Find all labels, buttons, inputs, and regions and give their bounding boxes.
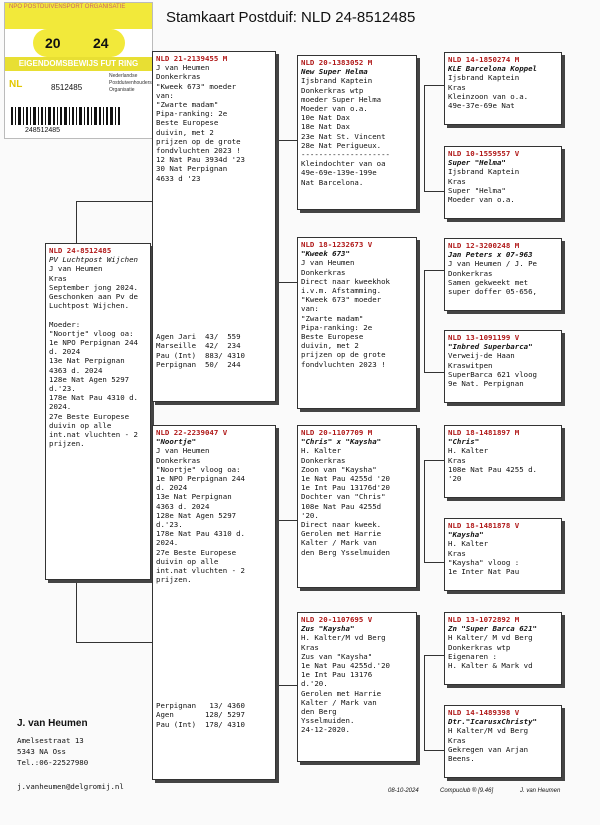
connector-line bbox=[76, 201, 77, 243]
connector-line bbox=[424, 270, 425, 372]
detail-line: 178e Nat Pau 4310 d. bbox=[156, 529, 245, 539]
connector-line bbox=[276, 282, 297, 283]
detail-line: 18e Nat Dax bbox=[301, 122, 350, 132]
detail-line: Kras bbox=[448, 548, 466, 558]
gp2-name: "Kweek 673" bbox=[301, 249, 350, 259]
detail-line: Gekregen van Arjan bbox=[448, 744, 529, 754]
detail-line: 49e-69e-139e-199e bbox=[301, 168, 377, 178]
mother-ring: NLD 22-2239047 V bbox=[156, 428, 228, 437]
detail-line: 128e Nat Agen 5297 bbox=[156, 510, 237, 520]
detail-line: 4363 d. 2024 bbox=[49, 365, 103, 375]
connector-line bbox=[424, 85, 425, 191]
detail-line: Nat Barcelona. bbox=[301, 177, 364, 187]
detail-line: Kras bbox=[301, 642, 319, 652]
owner-city: 5343 NA Oss bbox=[17, 747, 66, 756]
year-left: 20 bbox=[45, 35, 61, 51]
detail-line: Geschonken aan Pv de bbox=[49, 292, 138, 302]
detail-line: Direct naar kweek. bbox=[301, 520, 382, 530]
great-grandparent-box-2 bbox=[444, 146, 562, 219]
ownership-label: EIGENDOMSBEWIJS FUT RING bbox=[5, 57, 152, 71]
ggp-name: Jan Peters x 07-963 bbox=[448, 250, 533, 260]
connector-line bbox=[276, 520, 277, 685]
detail-line: 23e Nat St. Vincent bbox=[301, 131, 386, 141]
detail-line: Samen gekweekt met bbox=[448, 277, 529, 287]
connector-line bbox=[424, 191, 444, 192]
org-line: Organisatie bbox=[109, 87, 135, 93]
org-name bbox=[109, 73, 152, 94]
detail-line: Donkerkras bbox=[156, 455, 201, 465]
detail-line: 13e Nat Perpignan bbox=[49, 356, 125, 366]
ring-number: 8512485 bbox=[51, 83, 83, 92]
detail-line: prijzen op de grote bbox=[301, 350, 386, 360]
detail-line: int.nat vluchten - 2 bbox=[156, 566, 245, 576]
detail-line: Donkerkras wtp bbox=[301, 85, 364, 95]
detail-line: Kleinzoon van o.a. bbox=[448, 91, 529, 101]
detail-line: Kras bbox=[448, 735, 466, 745]
connector-line bbox=[276, 520, 297, 521]
detail-line: 4363 d. 2024 bbox=[156, 501, 210, 511]
detail-line: Pipa-ranking: 2e bbox=[301, 322, 373, 332]
detail-line: 10e Nat Dax bbox=[301, 113, 350, 123]
detail-line: 2024. bbox=[156, 538, 179, 548]
mother-results: Perpignan 13/ 4360 Agen 128/ 5297 Pau (Int) 178/ 4310 bbox=[156, 701, 245, 729]
detail-line: Donkerkras bbox=[301, 267, 346, 277]
detail-line: Gerolen met Harrie bbox=[301, 529, 382, 539]
detail-line: Gerolen met Harrie bbox=[301, 688, 382, 698]
gp3-name: "Chris" x "Kaysha" bbox=[301, 437, 382, 447]
detail-line: J van Heumen / J. Pe bbox=[448, 259, 537, 269]
detail-line: 1e Inter Nat Pau bbox=[448, 567, 520, 577]
detail-line: Kras bbox=[448, 455, 466, 465]
detail-line: Super "Helma" bbox=[448, 185, 506, 195]
detail-line: 28e Nat Perigueux. bbox=[301, 140, 382, 150]
great-grandparent-box-4 bbox=[444, 330, 562, 403]
detail-line: 13e Nat Perpignan bbox=[156, 492, 232, 502]
detail-line: 49e-37e-69e Nat bbox=[448, 101, 515, 111]
connector-line bbox=[424, 85, 444, 86]
owner-email[interactable]: j.vanheumen@delgromij.nl bbox=[17, 782, 124, 791]
detail-line: "Zwarte madam" bbox=[301, 313, 364, 323]
ggp-name: Zn "Super Barca 621" bbox=[448, 624, 537, 634]
detail-line: den Berg bbox=[301, 707, 337, 717]
connector-line bbox=[424, 270, 444, 271]
detail-line: Eigenaren : bbox=[448, 651, 497, 661]
detail-line: J van Heumen bbox=[301, 258, 355, 268]
detail-line: duivin, met 2 bbox=[156, 127, 214, 137]
detail-line: Beste Europese bbox=[301, 332, 364, 342]
subject-name: PV Luchtpost Wijchen bbox=[49, 255, 138, 265]
page-title: Stamkaart Postduif: NLD 24-8512485 bbox=[166, 9, 416, 26]
detail-line: 108e Nat Pau 4255d bbox=[301, 501, 382, 511]
great-grandparent-box-6 bbox=[444, 518, 562, 591]
country-code: NL bbox=[9, 79, 23, 90]
owner-phone: Tel.:06-22527980 bbox=[17, 758, 89, 767]
ggp-ring: NLD 12-3200248 M bbox=[448, 241, 520, 250]
detail-line: van: bbox=[156, 90, 174, 100]
ggp-ring: NLD 18-1481878 V bbox=[448, 521, 520, 530]
detail-line: moeder Super Helma bbox=[301, 94, 382, 104]
connector-line bbox=[76, 201, 154, 202]
certificate-header-text: NPO POSTDUIVENSPORT ORGANISATIE bbox=[9, 4, 126, 10]
detail-line: Dochter van "Chris" bbox=[301, 492, 386, 502]
detail-line: H. Kalter bbox=[448, 539, 489, 549]
detail-line: J van Heumen bbox=[156, 63, 210, 73]
detail-line: '20. bbox=[301, 510, 319, 520]
ring-certificate bbox=[4, 2, 153, 139]
detail-line: duivin op alle bbox=[156, 556, 219, 566]
ggp-ring: NLD 10-1559557 V bbox=[448, 149, 520, 158]
detail-line: den Berg Ysselmuiden bbox=[301, 547, 390, 557]
detail-line: Zus van "Kaysha" bbox=[301, 651, 373, 661]
detail-line: Moeder: bbox=[49, 319, 81, 329]
detail-line: Moeder van o.a. bbox=[301, 104, 368, 114]
mother-details bbox=[156, 446, 272, 584]
software-credit: Compuclub ® [9.46] bbox=[440, 788, 494, 794]
gp1-details bbox=[301, 76, 413, 186]
barcode-icon bbox=[11, 107, 121, 125]
ggp-name: "Chris" bbox=[448, 437, 480, 447]
subject-pigeon-box bbox=[45, 243, 151, 580]
detail-line: Kras bbox=[448, 82, 466, 92]
detail-line: "Noortje" vloog oa: bbox=[156, 464, 241, 474]
detail-line: "Kweek 673" moeder bbox=[156, 81, 237, 91]
detail-line: Kalter / Mark van bbox=[301, 538, 377, 548]
detail-line bbox=[49, 310, 147, 319]
detail-line: Kalter / Mark van bbox=[301, 697, 377, 707]
detail-line: '20 bbox=[448, 474, 462, 484]
org-line: Nederlandse bbox=[109, 73, 138, 79]
grandparent-box-3 bbox=[297, 425, 417, 588]
connector-line bbox=[424, 655, 425, 750]
detail-line: Ijsbrand Kaptein bbox=[301, 76, 373, 86]
detail-line: H Kalter/M vd Berg bbox=[448, 726, 529, 736]
detail-line: "Noortje" vloog oa: bbox=[49, 328, 134, 338]
great-grandparent-box-3 bbox=[444, 238, 562, 311]
detail-line: Verweij-de Haan bbox=[448, 351, 515, 361]
detail-line: H. Kalter bbox=[301, 446, 342, 456]
mother-box bbox=[152, 425, 276, 780]
ggp-name: Dtr."IcarusxChristy" bbox=[448, 717, 537, 727]
great-grandparent-box-8 bbox=[444, 705, 562, 778]
ggp-name: "Kaysha" bbox=[448, 530, 484, 540]
detail-line: Ysselmuiden. bbox=[301, 716, 355, 726]
detail-line: Donkerkras bbox=[156, 72, 201, 82]
gp1-name: New Super Helma bbox=[301, 67, 368, 77]
connector-line bbox=[276, 140, 297, 141]
connector-line bbox=[424, 750, 444, 751]
detail-line: Donkerkras wtp bbox=[448, 642, 511, 652]
detail-line: September jong 2024. bbox=[49, 282, 138, 292]
connector-line bbox=[76, 580, 77, 642]
detail-line: d.'23. bbox=[49, 384, 76, 394]
year-badge bbox=[33, 29, 125, 57]
detail-line: Kleindochter van oa bbox=[301, 159, 386, 169]
detail-line: 27e Beste Europese bbox=[49, 411, 130, 421]
gp2-ring: NLD 18-1232673 V bbox=[301, 240, 373, 249]
detail-line: "Zwarte madam" bbox=[156, 100, 219, 110]
detail-line: 1e Nat Pau 4255d.'20 bbox=[301, 661, 390, 671]
detail-line: -------------------- bbox=[301, 150, 390, 160]
ggp-ring: NLD 18-1481897 M bbox=[448, 428, 520, 437]
detail-line: d.'20. bbox=[301, 679, 328, 689]
detail-line: 9e Nat. Perpignan bbox=[448, 379, 524, 389]
detail-line: Luchtpost Wijchen. bbox=[49, 301, 130, 311]
detail-line: duivin, met 2 bbox=[301, 341, 359, 351]
owner-name: J. van Heumen bbox=[17, 718, 88, 729]
detail-line: Kras bbox=[448, 176, 466, 186]
connector-line bbox=[424, 562, 444, 563]
connector-line bbox=[424, 372, 444, 373]
detail-line: "Kaysha" vloog : bbox=[448, 557, 520, 567]
gp3-ring: NLD 20-1107709 M bbox=[301, 428, 373, 437]
detail-line: duivin op alle bbox=[49, 420, 112, 430]
ggp-ring: NLD 14-1850274 M bbox=[448, 55, 520, 64]
detail-line: 30 Nat Perpignan bbox=[156, 164, 228, 174]
detail-line: "Kweek 673" moeder bbox=[301, 295, 382, 305]
detail-line: 2024. bbox=[49, 402, 72, 412]
detail-line: prijzen. bbox=[156, 575, 192, 585]
gp4-name: Zus "Kaysha" bbox=[301, 624, 355, 634]
detail-line: Beens. bbox=[448, 754, 475, 764]
detail-line: van: bbox=[301, 304, 319, 314]
detail-line: 1e Nat Pau 4255d '20 bbox=[301, 474, 390, 484]
detail-line: prijzen op de grote bbox=[156, 136, 241, 146]
detail-line: J van Heumen bbox=[49, 264, 103, 274]
detail-line: 108e Nat Pau 4255 d. bbox=[448, 464, 537, 474]
detail-line: H. Kalter/M vd Berg bbox=[301, 633, 386, 643]
detail-line: Moeder van o.a. bbox=[448, 195, 515, 205]
detail-line: 12 Nat Pau 3934d '23 bbox=[156, 155, 245, 165]
connector-line bbox=[424, 655, 444, 656]
subject-details bbox=[49, 264, 147, 448]
connector-line bbox=[424, 460, 425, 562]
detail-line: super doffer 05-656, bbox=[448, 287, 537, 297]
ggp-ring: NLD 13-1072892 M bbox=[448, 615, 520, 624]
ggp-name: "Inbred Superbarca" bbox=[448, 342, 533, 352]
detail-line: H. Kalter bbox=[448, 446, 489, 456]
great-grandparent-box-7 bbox=[444, 612, 562, 685]
detail-line: prijzen. bbox=[49, 439, 85, 449]
gp1-ring: NLD 20-1383052 M bbox=[301, 58, 373, 67]
detail-line: Direct naar kweekhok bbox=[301, 276, 390, 286]
subject-ring: NLD 24-8512485 bbox=[49, 246, 112, 255]
detail-line: Donkerkras bbox=[301, 455, 346, 465]
father-box bbox=[152, 51, 276, 402]
grandparent-box-1 bbox=[297, 55, 417, 210]
detail-line: int.nat vluchten - 2 bbox=[49, 430, 138, 440]
detail-line: d. 2024 bbox=[156, 483, 188, 493]
mother-name: "Noortje" bbox=[156, 437, 197, 447]
great-grandparent-box-5 bbox=[444, 425, 562, 498]
connector-line bbox=[276, 685, 297, 686]
gp4-details bbox=[301, 633, 413, 734]
connector-line bbox=[76, 642, 154, 643]
org-line: Postduivenhouders bbox=[109, 80, 152, 86]
detail-line: d. 2024 bbox=[49, 347, 81, 357]
detail-line: H Kalter/ M vd Berg bbox=[448, 633, 533, 643]
detail-line: J van Heumen bbox=[156, 446, 210, 456]
detail-line: SuperBarca 621 vloog bbox=[448, 369, 537, 379]
gp2-details bbox=[301, 258, 413, 368]
great-grandparent-box-1 bbox=[444, 52, 562, 125]
ggp-name: KLE Barcelona Koppel bbox=[448, 64, 537, 74]
detail-line: Donkerkras bbox=[448, 268, 493, 278]
detail-line: Ijsbrand Kaptein bbox=[448, 167, 520, 177]
detail-line: Ijsbrand Kaptein bbox=[448, 73, 520, 83]
detail-line: 1e Int Pau 13176d'20 bbox=[301, 483, 390, 493]
detail-line: d.'23. bbox=[156, 520, 183, 530]
connector-line bbox=[424, 460, 444, 461]
ggp-ring: NLD 14-1489398 V bbox=[448, 708, 520, 717]
detail-line: 24-12-2020. bbox=[301, 725, 350, 735]
detail-line: Zoon van "Kaysha" bbox=[301, 464, 377, 474]
detail-line: 1e NPO Perpignan 244 bbox=[156, 474, 245, 484]
gp4-ring: NLD 20-1107695 V bbox=[301, 615, 373, 624]
detail-line: Pipa-ranking: 2e bbox=[156, 109, 228, 119]
owner-street: Amelsestraat 13 bbox=[17, 736, 84, 745]
detail-line: Kraswitpen bbox=[448, 360, 493, 370]
gp3-details bbox=[301, 446, 413, 556]
connector-line bbox=[276, 140, 277, 282]
grandparent-box-4 bbox=[297, 612, 417, 762]
detail-line: fondvluchten 2023 ! bbox=[156, 146, 241, 156]
detail-line: 178e Nat Pau 4310 d. bbox=[49, 393, 138, 403]
detail-line: 1e Int Pau 13176 bbox=[301, 670, 373, 680]
father-ring: NLD 21-2139455 M bbox=[156, 54, 228, 63]
detail-line: 1e NPO Perpignan 244 bbox=[49, 338, 138, 348]
ggp-ring: NLD 13-1091199 V bbox=[448, 333, 520, 342]
detail-line: Kras bbox=[49, 273, 67, 283]
barcode-number: 248512485 bbox=[25, 127, 61, 134]
father-details bbox=[156, 63, 272, 183]
detail-line: 4633 d '23 bbox=[156, 173, 201, 183]
detail-line: i.v.m. Afstamming. bbox=[301, 286, 382, 296]
year-right: 24 bbox=[93, 35, 109, 51]
detail-line: H. Kalter & Mark vd bbox=[448, 661, 533, 671]
footer-author: J. van Heumen bbox=[520, 788, 561, 794]
print-date: 08-10-2024 bbox=[388, 788, 419, 794]
detail-line: 128e Nat Agen 5297 bbox=[49, 374, 130, 384]
ggp-name: Super "Helma" bbox=[448, 158, 506, 168]
grandparent-box-2 bbox=[297, 237, 417, 409]
detail-line: 27e Beste Europese bbox=[156, 547, 237, 557]
detail-line: fondvluchten 2023 ! bbox=[301, 359, 386, 369]
father-results: Agen Jari 43/ 559 Marseille 42/ 234 Pau (Int) 883/ 4310 Perpignan 50/ 244 bbox=[156, 332, 245, 370]
detail-line: Beste Europese bbox=[156, 118, 219, 128]
